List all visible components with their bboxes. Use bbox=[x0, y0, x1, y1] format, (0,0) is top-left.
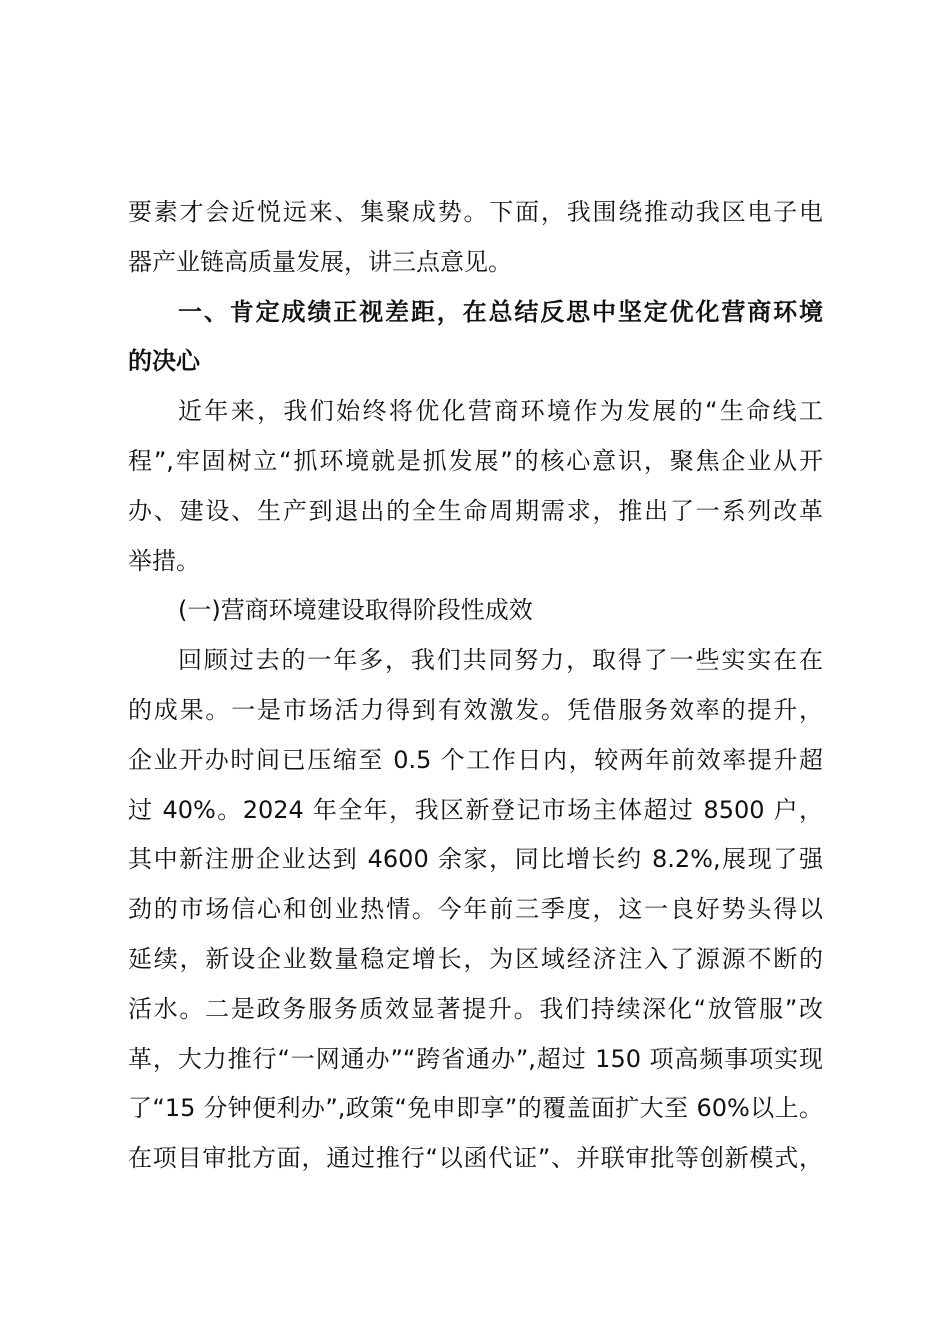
text-line: 程”,牢固树立“抓环境就是抓发展”的核心意识，聚焦企业从开 bbox=[128, 446, 823, 475]
text-line: 要素才会近悦远来、集聚成势。下面，我围绕推动我区电子电 bbox=[128, 198, 823, 226]
section-heading bbox=[128, 288, 823, 388]
text-line: 一、肯定成绩正视差距，在总结反思中坚定优化营商环境 bbox=[178, 297, 823, 326]
text-line: 举措。 bbox=[128, 546, 200, 575]
document-page bbox=[128, 188, 823, 1184]
text-line: 延续，新设企业数量稳定增长，为区域经济注入了源源不断的 bbox=[128, 944, 823, 973]
paragraph bbox=[128, 387, 823, 586]
text-line: 办、建设、生产到退出的全生命周期需求，推出了一系列改革 bbox=[128, 496, 823, 525]
text-line: 活水。二是政务服务质效显著提升。我们持续深化“放管服”改 bbox=[128, 994, 823, 1023]
text-line: 的成果。一是市场活力得到有效激发。凭借服务效率的提升， bbox=[128, 695, 823, 724]
text-line: 近年来，我们始终将优化营商环境作为发展的“生命线工 bbox=[178, 397, 823, 426]
text-line: 企业开办时间已压缩至 0.5 个工作日内，较两年前效率提升超 bbox=[128, 745, 823, 774]
text-line: 了“15 分钟便利办”,政策“免申即享”的覆盖面扩大至 60%以上。 bbox=[128, 1094, 823, 1123]
subsection-heading bbox=[128, 586, 823, 636]
text-line: 的决心 bbox=[128, 347, 200, 376]
text-line: (一)营商环境建设取得阶段性成效 bbox=[178, 596, 533, 625]
text-line: 器产业链高质量发展，讲三点意见。 bbox=[128, 247, 512, 276]
paragraph bbox=[128, 636, 823, 1184]
text-line: 革，大力推行“一网通办”“跨省通办”,超过 150 项高频事项实现 bbox=[128, 1044, 823, 1073]
text-line: 其中新注册企业达到 4600 余家，同比增长约 8.2%,展现了强 bbox=[128, 845, 823, 874]
text-line: 过 40%。2024 年全年，我区新登记市场主体超过 8500 户， bbox=[128, 795, 823, 824]
paragraph bbox=[128, 188, 823, 288]
text-line: 回顾过去的一年多，我们共同努力，取得了一些实实在在 bbox=[178, 646, 823, 675]
text-line: 在项目审批方面，通过推行“以函代证”、并联审批等创新模式， bbox=[128, 1144, 823, 1173]
text-line: 劲的市场信心和创业热情。今年前三季度，这一良好势头得以 bbox=[128, 895, 823, 924]
